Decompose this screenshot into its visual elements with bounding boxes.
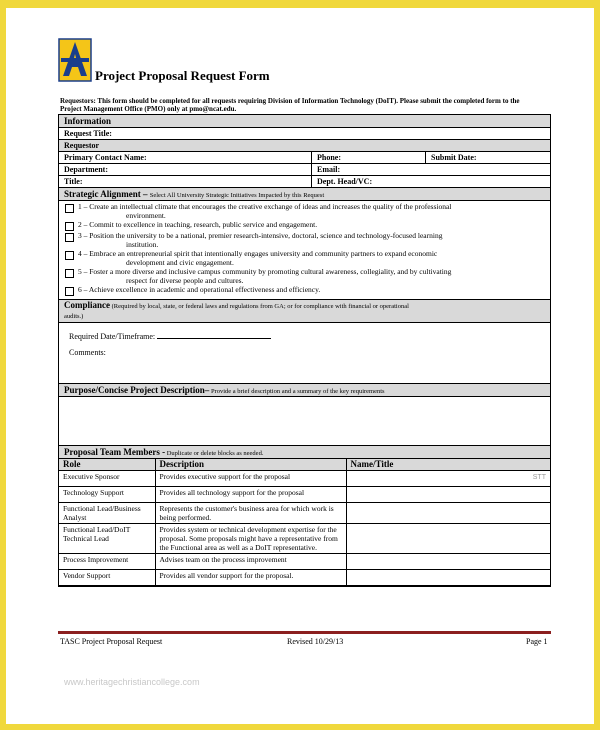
compliance-text-cont: audits.) <box>64 313 84 320</box>
strategic-item <box>65 268 544 285</box>
team-header-row <box>59 459 550 471</box>
strategic-item <box>65 221 544 231</box>
col-role: Role <box>59 459 155 471</box>
request-title-row[interactable] <box>59 128 550 140</box>
role-cell: Executive Sponsor <box>59 471 155 487</box>
department-label[interactable]: Department: <box>64 165 108 174</box>
desc-cell: Provides all vendor support for the proposal. <box>155 570 346 586</box>
checkbox[interactable] <box>65 269 74 278</box>
proposal-form <box>58 114 551 587</box>
section-strategic <box>59 188 550 201</box>
name-cell[interactable] <box>346 503 550 524</box>
intro-text: Requestors: This form should be completed for all requests requiring Division of Information Technology (DoIT). Please submit the completed form to the Project Management Office (PMO) only at pmo@ncat.edu. <box>60 97 520 113</box>
name-cell[interactable] <box>346 554 550 570</box>
contact-row <box>59 152 550 164</box>
compliance-text: (Required by local, state, or federal laws and regulations from GA; or for compliance with financial or operational <box>110 303 409 310</box>
desc-cell: Advises team on the process improvement <box>155 554 346 570</box>
email-label[interactable]: Email: <box>311 164 550 175</box>
strategic-item-text-cont: institution. <box>126 239 159 249</box>
team-heading: Proposal Team Members - <box>64 447 166 457</box>
name-cell[interactable] <box>346 524 550 554</box>
section-information: Information <box>59 115 550 128</box>
strategic-item-text-cont: environment. <box>126 210 166 220</box>
col-name-title: Name/Title <box>346 459 550 471</box>
strategic-item <box>65 250 544 267</box>
footer-left: TASC Project Proposal Request <box>60 637 163 646</box>
table-row <box>59 570 550 586</box>
strategic-item-text: 1 – Create an intellectual climate that encourages the creative exchange of ideas and increases the quality of the professional <box>78 202 452 211</box>
name-cell[interactable] <box>346 471 550 487</box>
strategic-item-text: 6 – Achieve excellence in academic and operational effectiveness and efficiency. <box>78 285 321 294</box>
strategic-heading: Strategic Alignment – <box>64 189 148 199</box>
col-description: Description <box>155 459 346 471</box>
table-row <box>59 503 550 524</box>
comments-label: Comments: <box>69 348 106 357</box>
team-table <box>59 459 550 586</box>
purpose-heading: Purpose/Concise Project Description– <box>64 385 210 395</box>
table-row <box>59 524 550 554</box>
footer-right: Page 1 <box>526 637 548 646</box>
title-row <box>59 176 550 188</box>
desc-cell: Represents the customer's business area for which work is being performed. <box>155 503 346 524</box>
page-title: Project Proposal Request Form <box>95 68 270 83</box>
strategic-item-text: 2 – Commit to excellence in teaching, research, public service and engagement. <box>78 220 318 229</box>
strategic-item-text: 4 – Embrace an entrepreneurial spirit that intentionally engages university and community partners to expand economic <box>78 249 438 258</box>
strategic-item-text-cont: development and civic engagement. <box>126 257 234 267</box>
title-label[interactable]: Title: <box>64 177 83 186</box>
table-row <box>59 554 550 570</box>
checkbox[interactable] <box>65 204 74 213</box>
required-date-line <box>69 331 271 341</box>
strategic-item <box>65 286 544 296</box>
footer-rule <box>58 631 551 634</box>
submit-date-label[interactable]: Submit Date: <box>425 152 550 163</box>
checkbox[interactable] <box>65 251 74 260</box>
table-row <box>59 471 550 487</box>
desc-cell: Provides system or technical development expertise for the proposal. Some proposals might have a representative from the Functional area as well as a DoIT representative. <box>155 524 346 554</box>
role-cell: Functional Lead/Business Analyst <box>59 503 155 524</box>
required-date-field[interactable] <box>157 331 271 339</box>
compliance-heading: Compliance <box>64 300 110 310</box>
role-cell: Functional Lead/DoIT Technical Lead <box>59 524 155 554</box>
desc-cell: Provides all technology support for the proposal <box>155 487 346 503</box>
strategic-item <box>65 203 544 220</box>
strategic-item-text-cont: respect for diverse people and cultures. <box>126 275 244 285</box>
watermark: www.heritagechristiancollege.com <box>64 677 200 687</box>
document-page <box>6 8 594 724</box>
checkbox[interactable] <box>65 233 74 242</box>
desc-cell: Provides executive support for the proposal <box>155 471 346 487</box>
strategic-item-text: 3 – Position the university to be a national, premier research-intensive, doctoral, science and technology-focused learning <box>78 231 443 240</box>
request-title-label: Request Title: <box>64 129 112 138</box>
phone-label[interactable]: Phone: <box>311 152 425 163</box>
section-requestor: Requestor <box>59 140 550 152</box>
stamp-text: STT <box>532 474 546 481</box>
strategic-list <box>59 201 550 300</box>
team-sub: Duplicate or delete blocks as needed. <box>165 450 264 457</box>
section-team <box>59 446 550 459</box>
required-date-label: Required Date/Timeframe: <box>69 332 156 341</box>
name-cell[interactable] <box>346 487 550 503</box>
strategic-subheading: Select All University Strategic Initiatives Impacted by this Request <box>149 192 325 199</box>
footer-center: Revised 10/29/13 <box>287 637 344 646</box>
checkbox[interactable] <box>65 222 74 231</box>
section-compliance <box>59 300 550 323</box>
section-purpose <box>59 384 550 397</box>
department-row <box>59 164 550 176</box>
role-cell: Technology Support <box>59 487 155 503</box>
checkbox[interactable] <box>65 287 74 296</box>
purpose-sub: Provide a brief description and a summary of the key requirements <box>209 388 385 395</box>
compliance-body <box>59 323 550 384</box>
dept-head-label[interactable]: Dept. Head/VC: <box>311 176 550 187</box>
purpose-field[interactable] <box>59 397 550 446</box>
university-logo-icon <box>58 38 92 82</box>
strategic-item-text: 5 – Foster a more diverse and inclusive campus community by promoting cultural awareness, collegiality, and by cultivating <box>78 267 452 276</box>
table-row <box>59 487 550 503</box>
name-cell[interactable] <box>346 570 550 586</box>
primary-contact-label[interactable]: Primary Contact Name: <box>64 153 147 162</box>
role-cell: Vendor Support <box>59 570 155 586</box>
role-cell: Process Improvement <box>59 554 155 570</box>
strategic-item <box>65 232 544 249</box>
